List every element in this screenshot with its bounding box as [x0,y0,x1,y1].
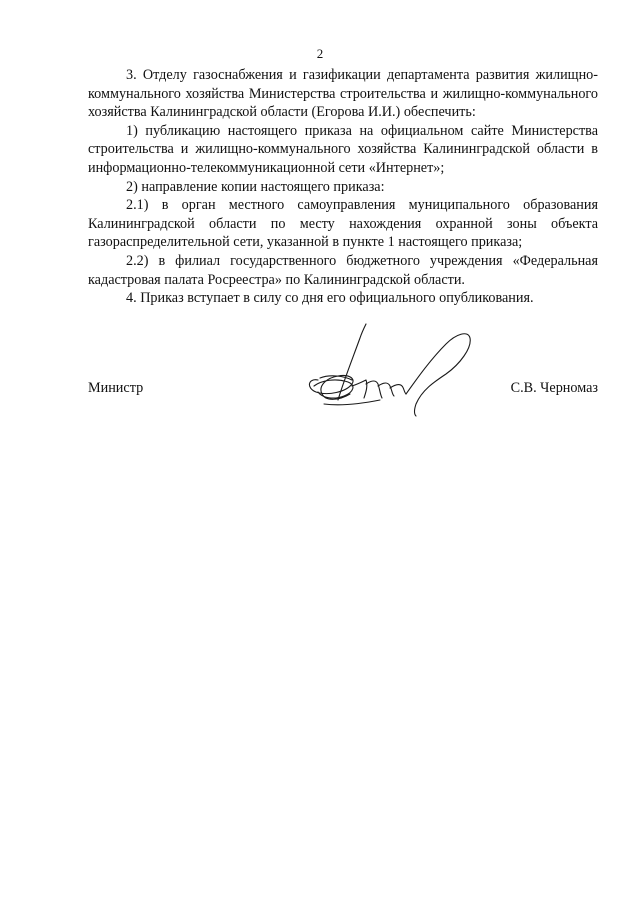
paragraph-3-1: 1) публикацию настоящего приказа на официальном сайте Министерства строительства и жилищно-коммунального хозяйства Калининградской области в информационно-телекоммуникационной сети «Интернет»; [88,122,598,176]
page-number: 2 [316,46,324,61]
paragraph-3-2-1: 2.1) в орган местного самоуправления муниципального образования Калининградской области по месту нахождения охранной зоны объекта газораспределительной сети, указанной в пункте 1 настоящего приказа; [88,197,598,251]
paragraph-3-2: 2) направление копии настоящего приказа: [126,178,385,195]
signatory-name: С.В. Черномаз [510,380,598,396]
signatory-title: Министр [88,380,144,396]
paragraph-4: 4. Приказ вступает в силу со дня его официального опубликования. [126,290,534,307]
document-body [88,66,598,308]
paragraph-3: 3. Отделу газоснабжения и газификации департамента развития жилищно-коммунального хозяйства Министерства строительства и жилищно-коммунального хозяйства Калининградской области (Егорова И.И.) обеспечить: [88,67,598,121]
paragraph-3-2-2: 2.2) в филиал государственного бюджетного учреждения «Федеральная кадастровая палата Росреестра» по Калининградской области. [88,252,598,288]
handwritten-signature [300,320,480,420]
signature-block [88,380,598,404]
